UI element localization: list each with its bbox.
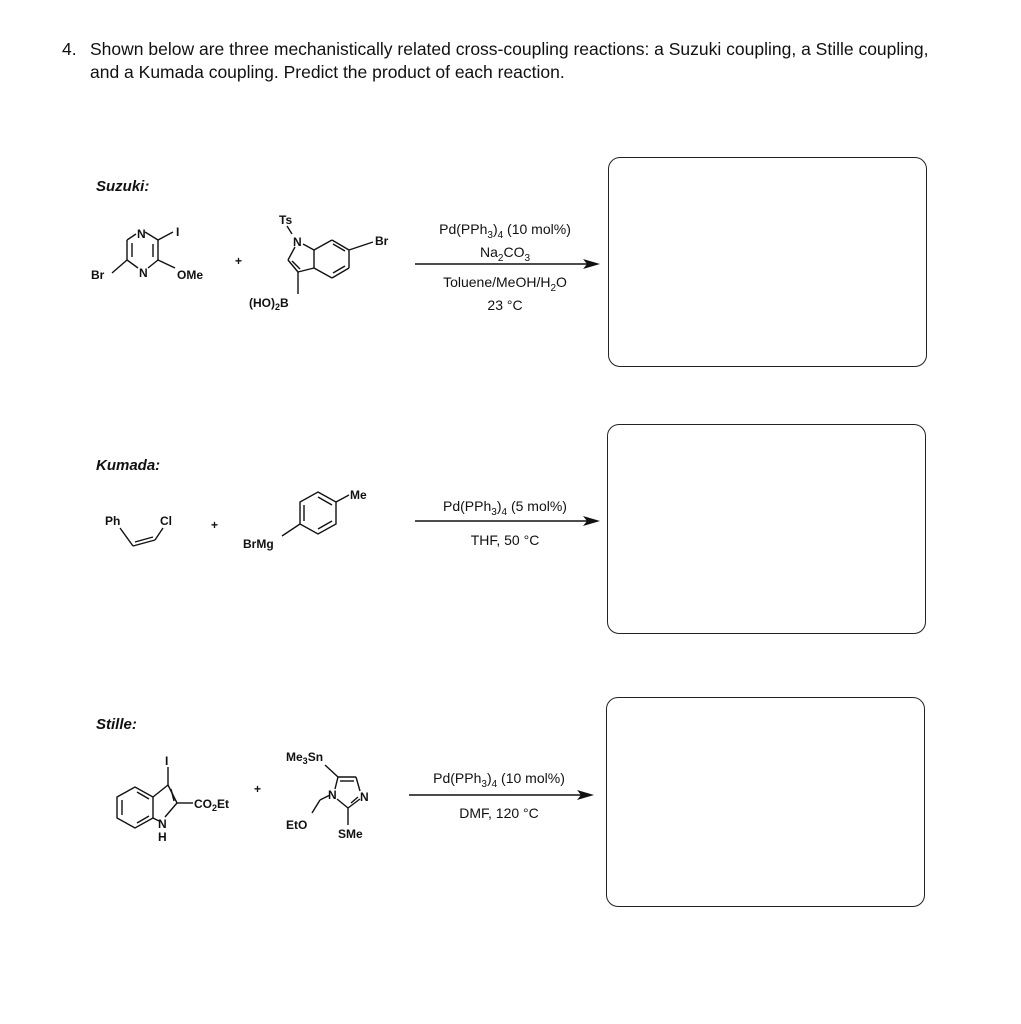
pyrazine-n-top: N: [137, 227, 146, 241]
imidazole-n1: N: [328, 788, 337, 802]
kumada-conditions-below: THF, 50 °C: [470, 532, 540, 548]
chloro-label: Cl: [160, 514, 172, 528]
stille-conditions-below: DMF, 120 °C: [459, 805, 539, 821]
phenyl-label: Ph: [105, 514, 121, 528]
bromo-label: Br: [91, 268, 105, 282]
suzuki-reaction-arrow: [415, 258, 605, 272]
stille-reaction-arrow: [409, 789, 599, 803]
question: [62, 38, 962, 84]
question-text: Shown below are three mechanistically related cross-coupling reactions: a Suzuki coupling, a Stille coupling, and a Kumada coupling. Predict the product of each reaction.: [90, 39, 929, 82]
stille-imidazole-reactant: [280, 745, 390, 850]
imidazole-n3: N: [360, 790, 369, 804]
indole-n-label: N: [293, 235, 302, 249]
methyl-label: Me: [350, 488, 367, 502]
kumada-conditions-above: $Pd(PPh_3)_4$ (5 mol%): [443, 498, 567, 518]
ethoxy-label: EtO: [286, 818, 308, 832]
kumada-answer-box[interactable]: [607, 424, 926, 634]
suzuki-label: Suzuki:: [96, 178, 150, 195]
bromomagnesium-label: BrMg: [243, 537, 274, 551]
iodo-label: I: [165, 754, 169, 768]
suzuki-answer-box[interactable]: [608, 157, 927, 367]
ester-label: $CO_2Et$: [194, 797, 230, 813]
indole-nh-h: H: [158, 830, 167, 844]
suzuki-pyrazine-reactant: [85, 215, 225, 305]
methoxy-label: OMe: [177, 268, 204, 282]
kumada-grignard-reactant: [240, 480, 380, 560]
boronic-acid-label: $(HO)_2B$: [249, 296, 289, 312]
aryl-bromo-label: Br: [375, 234, 389, 248]
pyrazine-n-bottom: N: [139, 266, 148, 280]
kumada-label: Kumada:: [96, 457, 161, 474]
stille-plus: +: [254, 782, 262, 796]
stille-answer-box[interactable]: [606, 697, 925, 907]
kumada-vinyl-chloride-reactant: [100, 510, 200, 560]
stille-conditions-above: $Pd(PPh_3)_4$ (10 mol%): [433, 770, 565, 790]
suzuki-plus: +: [235, 254, 243, 268]
kumada-reaction-arrow: [415, 515, 605, 529]
suzuki-conditions-above: $Pd(PPh_3)_4$ (10 mol%) $Na_2CO_3$: [439, 221, 571, 264]
thiomethyl-label: SMe: [338, 827, 363, 841]
stille-iodoindole-reactant: [95, 755, 245, 855]
trimethylstannyl-label: $Me_3Sn$: [286, 750, 324, 766]
iodo-label: I: [176, 225, 180, 239]
stille-label: Stille:: [96, 716, 137, 733]
suzuki-indole-reactant: [245, 212, 405, 322]
question-number: 4.: [62, 39, 77, 59]
tosyl-label: Ts: [279, 213, 293, 227]
indole-nh-n: N: [158, 817, 167, 831]
kumada-plus: +: [211, 518, 219, 532]
suzuki-conditions-below: Toluene/$MeOH/H_2O$ 23 °C: [443, 274, 567, 313]
